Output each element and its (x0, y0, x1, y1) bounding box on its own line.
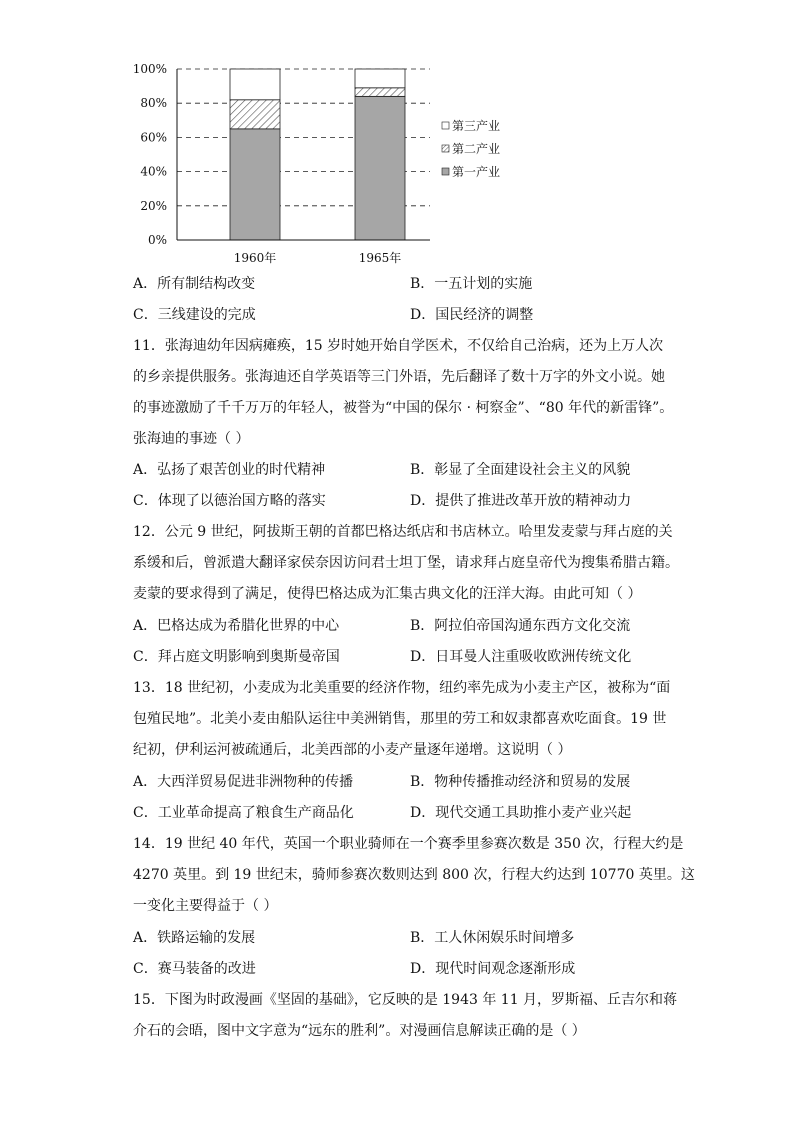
q11-stem-line: 的乡亲提供服务。张海迪还自学英语等三门外语，先后翻译了数十万字的外文小说。她 (133, 369, 665, 385)
y-tick-label: 80% (140, 96, 167, 111)
bar-segment (355, 88, 405, 97)
q14-option-b[interactable]: B．工人休闲娱乐时间增多 (410, 930, 575, 946)
y-tick-label: 20% (140, 198, 167, 213)
q12-option-b[interactable]: B．阿拉伯帝国沟通东西方文化交流 (410, 618, 631, 634)
q14-option-d[interactable]: D．现代时间观念逐渐形成 (410, 961, 576, 977)
q14-stem-line: 14．19 世纪 40 年代，英国一个职业骑师在一个赛季里参赛次数是 350 次，行程大约是 (133, 836, 684, 852)
x-tick-label: 1960年 (233, 251, 277, 265)
chart-bars (230, 69, 405, 240)
y-tick-label: 0% (147, 233, 167, 247)
q11-option-d[interactable]: D．提供了推进改革开放的精神动力 (410, 493, 632, 509)
bar-segment (355, 69, 405, 88)
legend-swatch (442, 122, 449, 129)
x-tick-label: 1965年 (358, 251, 402, 265)
industry-structure-chart (120, 55, 540, 270)
y-tick-label: 40% (140, 164, 167, 179)
q11-stem-line: 的事迹激励了千千万万的年轻人，被誉为“中国的保尔 · 柯察金”、“80 年代的新雷锋”。 (133, 400, 674, 416)
q12-stem-line: 麦蒙的要求得到了满足，使得巴格达成为汇集古典文化的汪洋大海。由此可知（ ） (133, 586, 642, 602)
q13-stem-line: 包殖民地”。北美小麦由船队运往中美洲销售，那里的劳工和奴隶都喜欢吃面食。19 世 (133, 711, 667, 727)
q12-option-a[interactable]: A．巴格达成为希腊化世界的中心 (133, 618, 340, 634)
q11-stem-line: 张海迪的事迹（ ） (133, 431, 250, 447)
q12-stem-line: 系缓和后，曾派遣大翻译家侯奈因访问君士坦丁堡，请求拜占庭皇帝代为搜集希腊古籍。 (133, 555, 679, 571)
legend-swatch (442, 145, 449, 152)
q14-option-c[interactable]: C．赛马装备的改进 (133, 961, 256, 977)
legend-label: 第一产业 (452, 165, 501, 179)
q13-option-a[interactable]: A．大西洋贸易促进非洲物种的传播 (133, 774, 354, 790)
bar-segment (230, 100, 280, 129)
q13-option-c[interactable]: C．工业革命提高了粮食生产商品化 (133, 805, 354, 821)
bar-segment (355, 96, 405, 240)
q13-stem-line: 纪初，伊利运河被疏通后，北美西部的小麦产量逐年递增。这说明（ ） (133, 742, 572, 758)
y-tick-label: 100% (132, 62, 167, 76)
q15-stem-line: 15．下图为时政漫画《坚固的基础》，它反映的是 1943 年 11 月，罗斯福、丘吉尔和蒋 (133, 992, 678, 1008)
q14-stem-line: 一变化主要得益于（ ） (133, 898, 278, 914)
bar-segment (230, 129, 280, 240)
q13-stem-line: 13．18 世纪初，小麦成为北美重要的经济作物，纽约率先成为小麦主产区，被称为“面 (133, 680, 671, 696)
q10-option-d[interactable]: D．国民经济的调整 (410, 307, 534, 323)
chart-legend (442, 118, 500, 179)
q10-option-a[interactable]: A．所有制结构改变 (133, 276, 256, 292)
legend-label: 第二产业 (452, 142, 501, 156)
q15-stem-line: 介石的会晤，图中文字意为“远东的胜利”。对漫画信息解读正确的是（ ） (133, 1023, 586, 1039)
q10-option-c[interactable]: C．三线建设的完成 (133, 307, 256, 323)
q12-option-c[interactable]: C．拜占庭文明影响到奥斯曼帝国 (133, 649, 340, 665)
q10-option-b[interactable]: B．一五计划的实施 (410, 276, 533, 292)
q14-stem-line: 4270 英里。到 19 世纪末，骑师参赛次数则达到 800 次，行程大约达到 10770 英里。这 (133, 867, 695, 883)
q13-option-d[interactable]: D．现代交通工具助推小麦产业兴起 (410, 805, 632, 821)
bar-segment (230, 69, 280, 100)
legend-label: 第三产业 (452, 119, 501, 133)
legend-swatch (442, 168, 449, 175)
q13-option-b[interactable]: B．物种传播推动经济和贸易的发展 (410, 774, 631, 790)
q11-stem-line: 11．张海迪幼年因病瘫痪，15 岁时她开始自学医术，不仅给自己治病，还为上万人次 (133, 338, 664, 354)
q12-stem-line: 12．公元 9 世纪，阿拔斯王朝的首都巴格达纸店和书店林立。哈里发麦蒙与拜占庭的关 (133, 524, 673, 540)
y-tick-label: 60% (140, 130, 167, 145)
q11-option-a[interactable]: A．弘扬了艰苦创业的时代精神 (133, 462, 326, 478)
q12-option-d[interactable]: D．日耳曼人注重吸收欧洲传统文化 (410, 649, 632, 665)
q11-option-b[interactable]: B．彰显了全面建设社会主义的风貌 (410, 462, 631, 478)
q14-option-a[interactable]: A．铁路运输的发展 (133, 930, 256, 946)
q11-option-c[interactable]: C．体现了以德治国方略的落实 (133, 493, 326, 509)
